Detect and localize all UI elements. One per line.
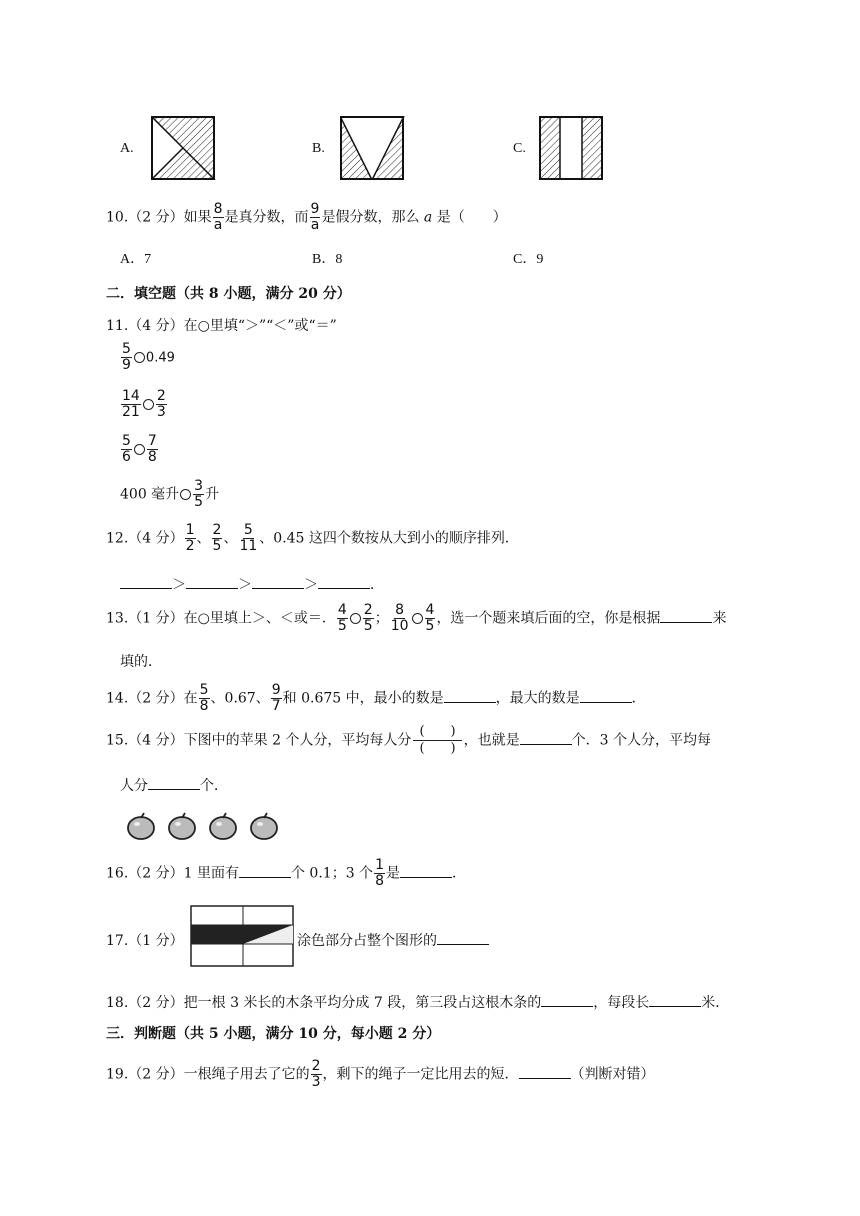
answer-blank[interactable] (120, 576, 172, 589)
question-18: 18.（2 分）把一根 3 米长的木条平均分成 7 段，第三段占这根木条的 ，每段长 米． (106, 995, 730, 1011)
answer-blank[interactable] (252, 576, 304, 589)
question-17-text: 涂色部分占整个图形的 (297, 930, 489, 950)
question-13: 13.（1 分）在○里填上＞、＜或＝． $\frac{4}{5}$ $\frac{2}{5}$ ； $\frac{8}{10}$ $\frac{4}{5}$ ，选一个题来填后面的空，你是根据 来 (106, 602, 727, 634)
answer-blank[interactable] (520, 732, 572, 745)
compare-circle-icon (143, 399, 154, 410)
q11-row-3: $\frac{5}{6}$ $\frac{7}{8}$ (122, 433, 157, 465)
question-12: 12.（4 分） $\frac{1}{2}$ 、 $\frac{2}{5}$ 、 $\frac{5}{11}$ 、0.45 这四个数按从大到小的顺序排列． (106, 522, 519, 554)
answer-blank[interactable] (239, 865, 291, 878)
option-c-label: C. (513, 141, 526, 156)
fraction-blank[interactable]: $\frac{( )}{( )}$ (413, 724, 461, 757)
q10-option-c: C．9 (513, 252, 544, 267)
compare-circle-icon (412, 613, 423, 624)
answer-blank[interactable] (318, 576, 370, 589)
answer-blank[interactable] (649, 994, 701, 1007)
question-11: 11.（4 分）在○里填“＞”“＜”或“＝” (106, 318, 337, 334)
compare-circle-icon (134, 352, 145, 363)
q11-row-2: $\frac{14}{21}$ $\frac{2}{3}$ (122, 388, 166, 420)
compare-circle-icon (350, 613, 361, 624)
question-16: 16.（2 分）1 里面有 个 0.1；3 个 $\frac{1}{8}$ 是 ． (106, 857, 466, 889)
question-19: 19.（2 分）一根绳子用去了它的 $\frac{2}{3}$ ，剩下的绳子一定比用去的短． （判断对错） (106, 1058, 655, 1090)
question-15: 15.（4 分）下图中的苹果 2 个人分，平均每人分 $\frac{( )}{( )}$ ，也就是 个．3 个人分，平均每 (106, 724, 711, 756)
fraction: $\frac{9}{a}$ (310, 201, 320, 233)
q12-answer-line: ＞ ＞ ＞ ． (120, 574, 384, 594)
figure-b (340, 116, 405, 180)
apple-icon (167, 812, 197, 840)
option-a-label: A. (120, 141, 134, 156)
apple-icon (249, 812, 279, 840)
section-heading-true-false: 三．判断题（共 5 小题，满分 10 分，每小题 2 分） (106, 1026, 441, 1042)
answer-blank[interactable] (400, 865, 452, 878)
question-15-line-2: 人分 个． (120, 778, 228, 794)
answer-blank[interactable] (444, 690, 496, 703)
question-14: 14.（2 分）在 $\frac{5}{8}$ 、0.67、 $\frac{9}{7}$ 和 0.675 中，最小的数是 ，最大的数是 ． (106, 682, 646, 714)
apple-icon (208, 812, 238, 840)
compare-circle-icon (180, 489, 191, 500)
answer-blank[interactable] (580, 690, 632, 703)
answer-blank[interactable] (519, 1066, 571, 1079)
option-b-label: B. (312, 141, 325, 156)
compare-circle-icon (134, 444, 145, 455)
shaded-rectangle-figure (190, 905, 294, 967)
apple-icon (126, 812, 156, 840)
q11-row-1: $\frac{5}{9}$ 0.49 (122, 341, 175, 373)
fraction: $\frac{8}{a}$ (213, 201, 223, 233)
q10-option-a: A．7 (120, 252, 152, 267)
figure-c (539, 116, 604, 180)
answer-blank[interactable] (148, 777, 200, 790)
q10-option-b: B．8 (312, 252, 343, 267)
answer-blank[interactable] (660, 610, 712, 623)
question-10: 10.（2 分）如果 $\frac{8}{a}$ 是真分数，而 $\frac{9}{a}$ 是假分数，那么 a 是（ ） (106, 201, 507, 233)
section-heading-fill-in: 二．填空题（共 8 小题，满分 20 分） (106, 286, 351, 302)
q11-row-4: 400 毫升 $\frac{3}{5}$ 升 (120, 478, 220, 510)
answer-blank[interactable] (437, 932, 489, 945)
answer-blank[interactable] (541, 994, 593, 1007)
question-13-line-2: 填的． (120, 654, 162, 670)
question-17: 17.（1 分） (106, 933, 184, 949)
figure-a (151, 116, 216, 180)
answer-blank[interactable] (186, 576, 238, 589)
